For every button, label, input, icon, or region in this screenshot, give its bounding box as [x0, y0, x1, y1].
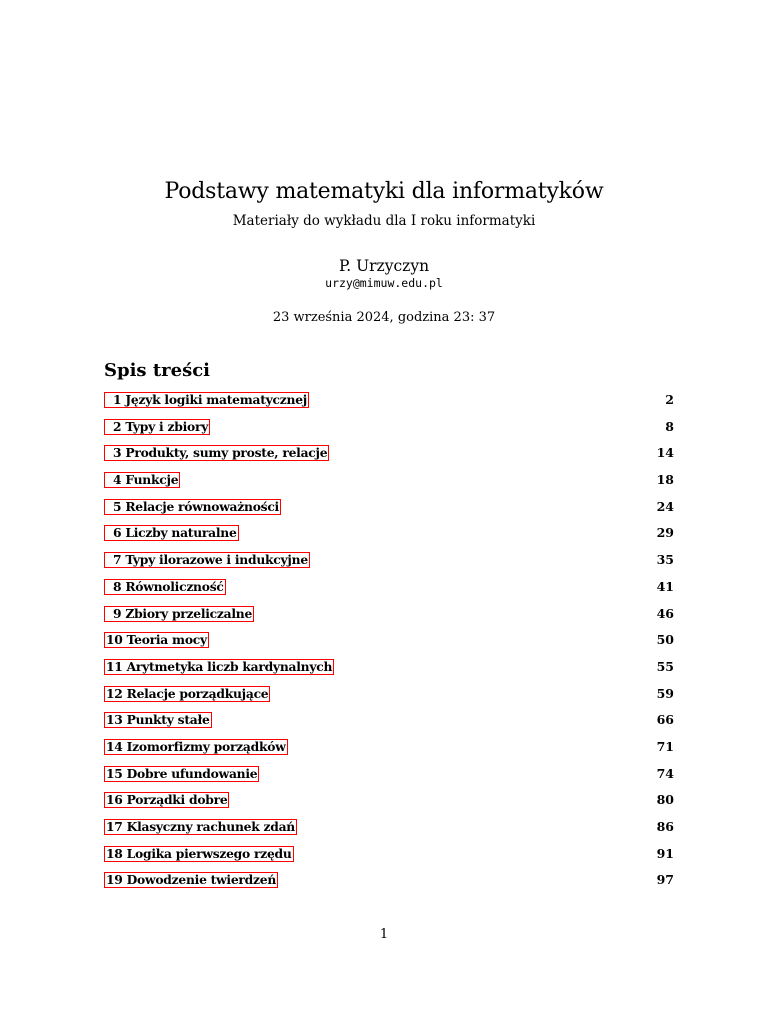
toc-page-number: 24 — [656, 498, 674, 514]
toc-page-number: 8 — [665, 418, 674, 434]
toc-link[interactable] — [104, 525, 239, 541]
toc-entry — [104, 684, 674, 711]
toc-link[interactable] — [104, 419, 210, 435]
toc-entry — [104, 710, 674, 737]
page-number: 1 — [379, 927, 389, 942]
toc-link[interactable] — [104, 632, 209, 648]
toc-entry-label: 14 Izomorfizmy porządków — [106, 738, 286, 754]
toc-page-number: 50 — [656, 632, 674, 648]
toc-entry-label: 9 Zbiory przeliczalne — [113, 605, 253, 621]
toc-entry — [104, 470, 674, 497]
toc-page-number: 59 — [656, 685, 674, 701]
toc-link[interactable] — [104, 819, 297, 835]
document-title: Podstawy matematyki dla informatyków — [164, 179, 604, 204]
toc-entry — [104, 390, 674, 417]
toc-link[interactable] — [104, 499, 281, 515]
toc-link[interactable] — [104, 552, 310, 568]
toc-entry — [104, 497, 674, 524]
toc-page-number: 80 — [656, 792, 674, 808]
toc-link[interactable] — [104, 472, 180, 488]
toc-entry — [104, 604, 674, 631]
toc-link[interactable] — [104, 846, 294, 862]
toc-entry-label: 19 Dowodzenie twierdzeń — [106, 872, 277, 888]
toc-entry-label: 18 Logika pierwszego rzędu — [106, 845, 292, 861]
toc-entry — [104, 764, 674, 791]
toc-page-number: 35 — [656, 552, 674, 568]
toc-entry — [104, 790, 674, 817]
toc-entry-label: 6 Liczby naturalne — [113, 525, 237, 541]
toc-link[interactable] — [104, 659, 334, 675]
toc-entry-label: 8 Równoliczność — [113, 578, 224, 594]
toc-entry-label: 15 Dobre ufundowanie — [106, 765, 258, 781]
toc-page-number: 29 — [656, 525, 674, 541]
toc-link[interactable] — [104, 445, 329, 461]
toc-page-number: 18 — [656, 472, 674, 488]
toc-entry-label: 3 Produkty, sumy proste, relacje — [113, 445, 328, 461]
toc-entry-label: 1 Język logiki matematycznej — [113, 392, 307, 407]
toc-link[interactable] — [104, 712, 212, 728]
toc-entry-label: 5 Relacje równoważności — [113, 498, 279, 514]
toc-link[interactable] — [104, 686, 270, 702]
toc-link[interactable] — [104, 792, 229, 808]
toc-page-number: 41 — [656, 578, 674, 594]
toc-page-number: 46 — [656, 605, 674, 621]
toc-page-number: 2 — [665, 392, 674, 407]
toc-page-number: 86 — [656, 819, 674, 834]
toc-entry-label: 11 Arytmetyka liczb kardynalnych — [106, 658, 333, 674]
toc-entry-label: 16 Porządki dobre — [106, 792, 228, 808]
toc-page-number: 91 — [656, 845, 674, 861]
toc-entry-label: 13 Punkty stałe — [106, 712, 210, 728]
toc-page-number: 74 — [656, 765, 674, 781]
toc-link[interactable] — [104, 766, 259, 782]
toc-entry-label: 2 Typy i zbiory — [113, 418, 209, 434]
toc-entry — [104, 577, 674, 604]
toc-page-number: 71 — [656, 738, 674, 754]
toc-entry-label: 12 Relacje porządkujące — [106, 685, 269, 701]
toc-entry — [104, 443, 674, 470]
toc-link[interactable] — [104, 739, 288, 755]
toc-entry — [104, 523, 674, 550]
toc-page-number: 97 — [656, 872, 674, 888]
document-date: 23 września 2024, godzina 23: 37 — [272, 310, 496, 325]
toc-entry — [104, 550, 674, 577]
document-subtitle: Materiały do wykładu dla I roku informatyki — [232, 213, 536, 229]
toc-entry-label: 4 Funkcje — [113, 472, 179, 488]
toc-page-number: 66 — [656, 712, 674, 728]
toc-entry — [104, 737, 674, 764]
toc-entry — [104, 630, 674, 657]
toc-entry-label: 17 Klasyczny rachunek zdań — [106, 819, 295, 834]
toc-entry-label: 7 Typy ilorazowe i indukcyjne — [113, 552, 308, 568]
author-email: urzy@mimuw.edu.pl — [325, 276, 443, 290]
toc-link[interactable] — [104, 872, 278, 888]
toc-entry — [104, 657, 674, 684]
toc-entry-label: 10 Teoria mocy — [106, 632, 207, 648]
toc-page-number: 55 — [656, 658, 674, 674]
toc-entry — [104, 844, 674, 871]
document-author: P. Urzyczyn — [338, 257, 430, 275]
toc-link[interactable] — [104, 579, 226, 595]
toc-heading: Spis treści — [104, 360, 211, 381]
toc-entry — [104, 817, 674, 844]
toc-entry — [104, 417, 674, 444]
table-of-contents — [104, 390, 674, 897]
toc-page-number: 14 — [656, 445, 674, 461]
toc-link[interactable] — [104, 392, 309, 408]
toc-link[interactable] — [104, 606, 254, 622]
toc-entry — [104, 870, 674, 897]
